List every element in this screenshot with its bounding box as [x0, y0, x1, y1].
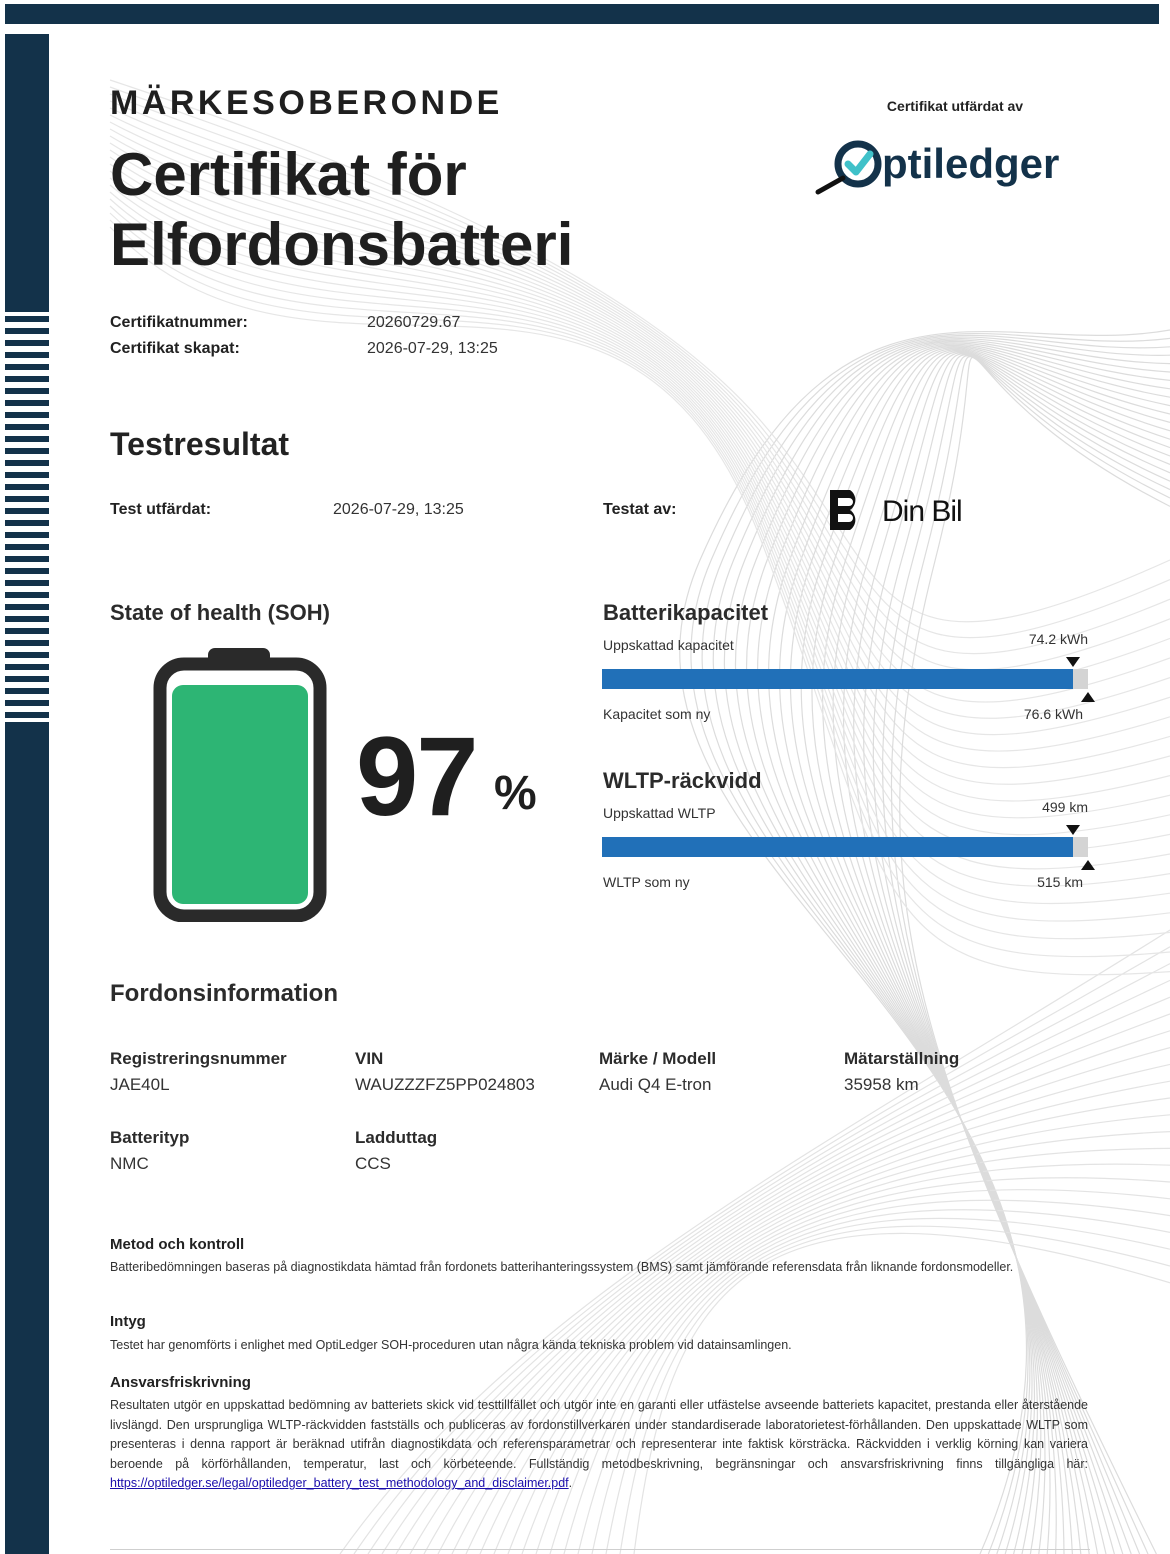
svg-text:ptiledger: ptiledger [882, 140, 1060, 187]
charging-port-value: CCS [355, 1154, 391, 1173]
attest-heading: Intyg [110, 1313, 146, 1330]
certificate-number-value: 20260729.67 [367, 314, 461, 331]
wltp-estimated-value: 499 km [1042, 799, 1088, 815]
certificate-number-label: Certifikatnummer: [110, 314, 248, 331]
test-issued-value: 2026-07-29, 13:25 [333, 501, 464, 518]
method-text: Batteribedömningen baseras på diagnostikdata hämtad från fordonets batterihanteringssystem (BMS) samt jämförande referensdata från liknande fordonsmodeller. [110, 1260, 1014, 1274]
charging-port-label: Ladduttag [355, 1128, 438, 1147]
soh-unit: % [494, 767, 537, 820]
test-issued-label: Test utfärdat: [110, 501, 212, 518]
title-line-2: Elfordonsbatteri [110, 211, 574, 278]
title-line-1: Certifikat för [110, 141, 467, 208]
vin-label: VIN [355, 1049, 384, 1068]
svg-text:Din Bil: Din Bil [882, 495, 962, 528]
registration-value: JAE40L [110, 1075, 170, 1094]
wltp-estimated-marker [1066, 825, 1080, 835]
certificate-created-label: Certifikat skapat: [110, 340, 240, 357]
method-heading: Metod och kontroll [110, 1236, 245, 1253]
capacity-estimated-label: Uppskattad kapacitet [603, 637, 734, 653]
battery-icon [150, 646, 330, 922]
battery-type-label: Batterityp [110, 1128, 190, 1147]
top-border-bar [5, 4, 1159, 24]
wltp-new-value: 515 km [1037, 874, 1083, 890]
soh-value: 97 [356, 714, 477, 839]
left-decorative-sidebar [5, 34, 49, 1554]
sidebar-stripes [5, 316, 49, 719]
tested-by-label: Testat av: [603, 501, 677, 518]
wltp-bar-fill [602, 837, 1073, 857]
vin-value: WAUZZZFZ5PP024803 [355, 1075, 535, 1094]
optiledger-logo [810, 134, 1090, 198]
make-model-value: Audi Q4 E-tron [599, 1075, 712, 1094]
odometer-value: 35958 km [844, 1075, 919, 1094]
disclaimer-paragraph [110, 1396, 1088, 1494]
certificate-created-value: 2026-07-29, 13:25 [367, 340, 498, 357]
battery-type-value: NMC [110, 1154, 149, 1173]
wltp-heading: WLTP-räckvidd [603, 768, 762, 793]
disclaimer-end: . [568, 1476, 573, 1491]
capacity-estimated-marker [1066, 657, 1080, 667]
din-bil-logo [828, 486, 978, 534]
registration-label: Registreringsnummer [110, 1049, 287, 1068]
issued-by-label: Certifikat utfärdat av [886, 98, 1024, 114]
sidebar-block-top [5, 34, 49, 312]
make-model-label: Märke / Modell [599, 1049, 717, 1068]
capacity-new-marker [1081, 692, 1095, 702]
disclaimer-heading: Ansvarsfriskrivning [110, 1374, 251, 1391]
capacity-estimated-value: 74.2 kWh [1028, 631, 1088, 647]
attest-text: Testet har genomförts i enlighet med OptiLedger SOH-proceduren utan några kända tekniska problem vid datainsamlingen. [110, 1338, 792, 1352]
wltp-estimated-label: Uppskattad WLTP [603, 805, 716, 821]
page-title [110, 140, 573, 280]
test-results-heading: Testresultat [110, 426, 290, 462]
vehicle-info-heading: Fordonsinformation [110, 980, 338, 1007]
footer-divider [110, 1549, 1090, 1550]
capacity-heading: Batterikapacitet [603, 600, 769, 625]
capacity-bar-fill [602, 669, 1073, 689]
odometer-label: Mätarställning [844, 1049, 960, 1068]
wltp-new-label: WLTP som ny [603, 874, 690, 890]
sidebar-block-bottom [5, 722, 49, 1554]
soh-heading: State of health (SOH) [110, 600, 331, 625]
capacity-new-label: Kapacitet som ny [603, 706, 711, 722]
wltp-new-marker [1081, 860, 1095, 870]
kicker-text: MÄRKESOBERONDE [110, 84, 503, 122]
capacity-new-value: 76.6 kWh [1023, 706, 1083, 722]
disclaimer-text: Resultaten utgör en uppskattad bedömning av batteriets skick vid testtillfället och utgör inte en garanti eller utfästelse avseende batteriets kapacitet, prestanda eller återstående livslängd. Den ursprungliga WLTP-räckvidden fastställs och publiceras av fordonstillverkaren under standardiserade laboratorietest-förhållanden. Den uppskattade WLTP som presenteras i denna rapport är beräknad utifrån diagnostikdata och referensparametrar och representerar inte faktisk körsträcka. Räckvidden i verklig körning kan variera beroende på körförhållanden, temperatur, last och körbeteende. Fullständig metodbeskrivning, begränsningar och ansvarsfriskrivning finns tillgängliga här: [110, 1398, 1088, 1471]
disclaimer-link[interactable]: https://optiledger.se/legal/optiledger_battery_test_methodology_and_disclaimer.pdf [110, 1476, 569, 1491]
